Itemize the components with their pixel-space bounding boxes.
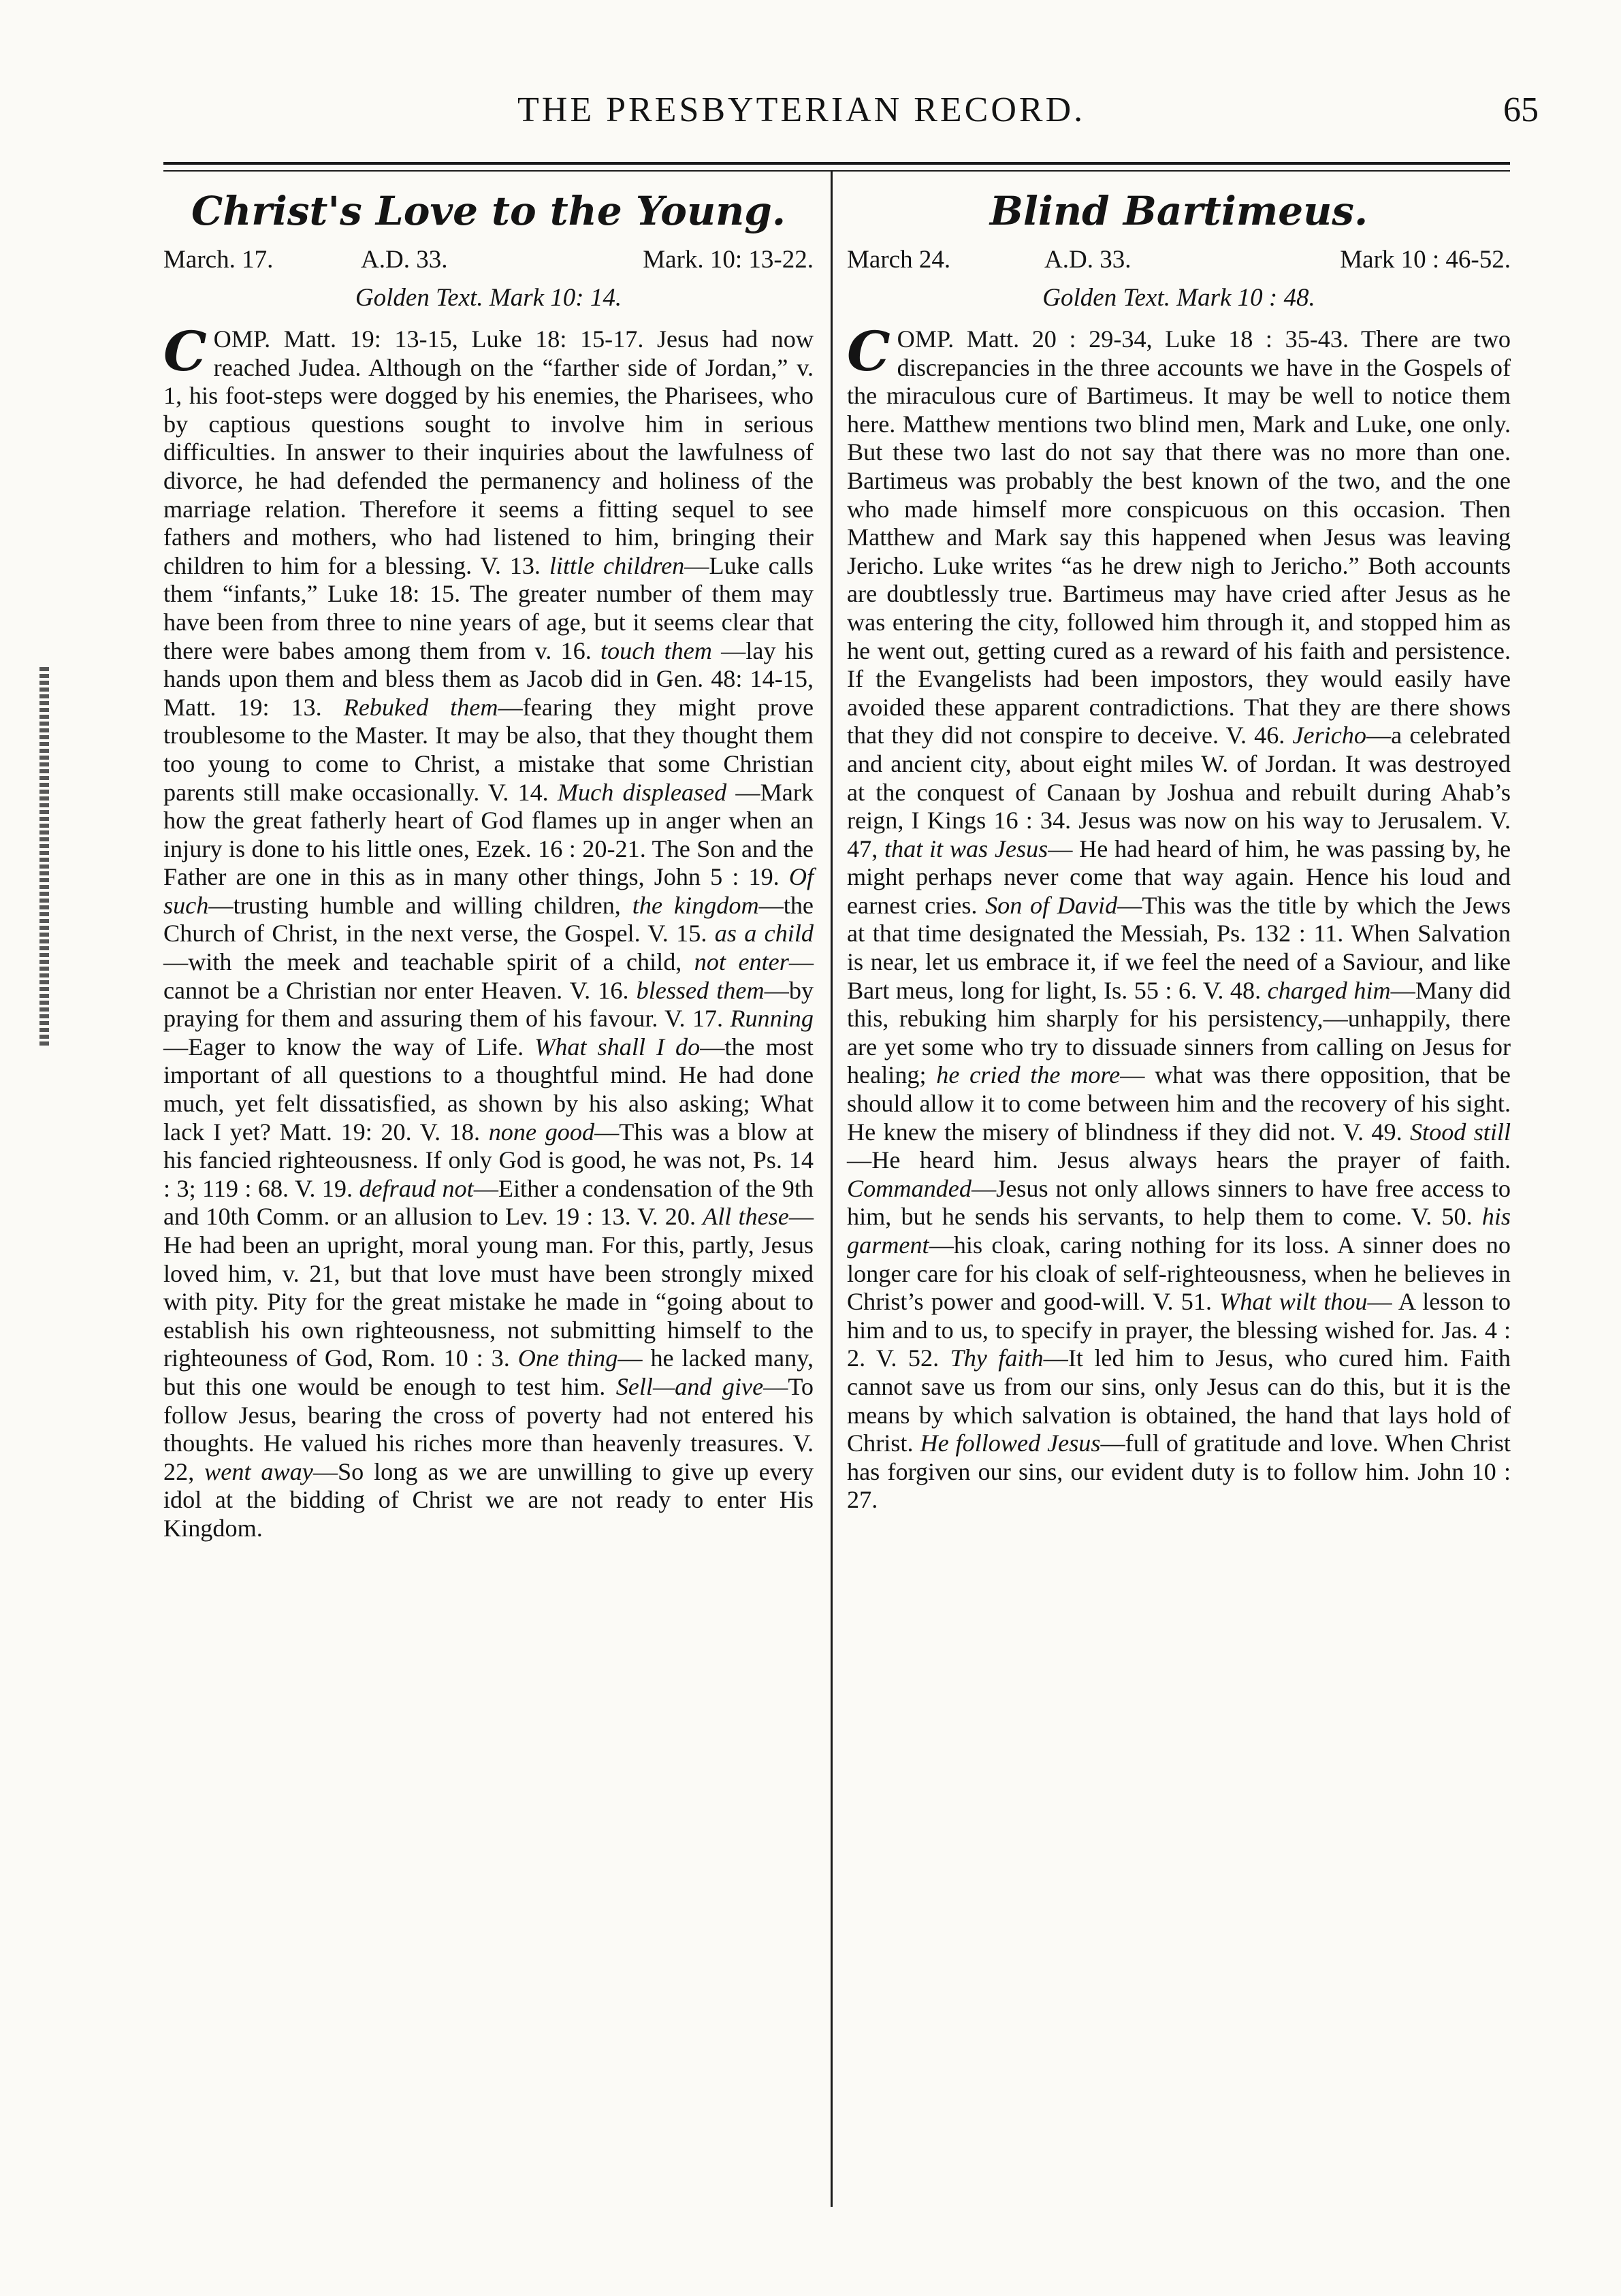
column-divider xyxy=(831,172,833,2207)
body-run: —Jesus not only allows sinners to have free access to him, but he sends his servants, to help them to come. V. 50. xyxy=(847,1174,1511,1231)
lesson-year: A.D. 33. xyxy=(1044,246,1132,274)
body-run: —Luke calls them “infants,” Luke 18: 15. The greater number of them may have been from three to nine years of age, but it seems clear that there were babes among them from v. 16. xyxy=(163,551,814,664)
header-rule-thick xyxy=(163,162,1510,165)
body-run: OMP. Matt. 20 : 29-34, Luke 18 : 35-43. There are two discrepancies in the three accounts we have in the Gospels of the miraculous cure of Bartimeus. It may be well to notice them here. Matthew mentions two blind men, Mark and Luke, one only. But these two last do not say that there was no more than one. Bartimeus was probably the best known of the two, and the one who made himself more conspicuous on this occasion. Then Matthew and Mark say this happened when Jesus was leaving Jericho. Luke writes “as he drew nigh to Jericho.” Both accounts are doubtlessly true. Bartimeus may have cried after Jesus as he was entering the city, followed him through it, and stopped him as he went out, getting cured as a reward of his faith and persistence. If the Evangelists had been impostors, they would easily have avoided these apparent contradictions. That they are there shows that they did not conspire to deceive. V. 46. xyxy=(847,325,1511,749)
italic-term: charged him xyxy=(1267,976,1391,1004)
italic-term: Much displeased xyxy=(557,778,727,806)
lesson-body xyxy=(847,319,1511,1515)
body-run: —lay his hands upon them and bless them as Jacob did in Gen. 48: 14-15, Matt. 19: 13. xyxy=(163,636,814,721)
body-run: —Either a condensation of the 9th and 10th Comm. or an allusion to Lev. 19 : 13. V. 20. xyxy=(163,1174,814,1231)
scripture-reference: Mark. 10: 13-22. xyxy=(643,246,814,274)
italic-term: All these xyxy=(703,1203,789,1231)
binding-mark xyxy=(39,667,49,1048)
italic-term: Son of David xyxy=(985,891,1118,919)
body-run: —full of gratitude and love. When Christ has forgiven our sins, our evident duty is to follow him. John 10 : 27. xyxy=(847,1429,1511,1514)
italic-term: defraud not xyxy=(359,1174,474,1202)
body-run: —Many did this, rebuking him sharply for his persistency,—unhappily, there are yet some who try to dissuade sinners from calling on Jesus for healing; xyxy=(847,976,1511,1089)
body-run: —He had been an upright, moral young man. For this, partly, Jesus loved him, v. 21, but that love must have been strongly mixed with pity. Pity for the great mistake he made in “going about to establish his own righteousness, not submitting himself to the righteouness of God, Rom. 10 : 3. xyxy=(163,1203,814,1372)
body-run: — what was there opposition, that be should allow it to come between him and the recovery of his sight. He knew the misery of blindness if they did not. V. 49. xyxy=(847,1061,1511,1146)
body-run: —fearing they might prove troublesome to the Master. It may be also, that they thought them too young to come to Christ, a mistake that some Christian parents still make occasionally. V. 14. xyxy=(163,693,814,806)
body-run: —To follow Jesus, bearing the cross of poverty had not entered his thoughts. He valued his riches more than heavenly treasures. V. 22, xyxy=(163,1372,814,1485)
lesson-title: Christ's Love to the Young. xyxy=(191,188,786,234)
italic-term: Rebuked them xyxy=(343,693,498,721)
body-run: —cannot be a Christian nor enter Heaven. V. 16. xyxy=(163,948,814,1004)
body-run: OMP. Matt. 19: 13-15, Luke 18: 15-17. Jesus had now reached Judea. Although on the “farther side of Jordan,” v. 1, his foot-steps were dogged by his enemies, the Pharisees, who by captious questions sought to involve him in serious difficulties. In answer to their inquiries about the lawfulness of divorce, he had defended the permanency and holiness of the marriage relation. Therefore it seems a fitting sequel to see fathers and mothers, who had listened to him, bringing their children to him for a blessing. V. 13. xyxy=(163,325,814,579)
italic-term: What wilt thou xyxy=(1219,1288,1368,1316)
lesson-title: Blind Bartimeus. xyxy=(989,188,1368,234)
body-run: —It led him to Jesus, who cured him. Faith cannot save us from our sins, only Jesus can do this, but it is the means by which salvation is obtained, the hand that lays hold of Christ. xyxy=(847,1344,1511,1457)
body-run: — He had heard of him, he was passing by, he might perhaps never come that way again. Hence his loud and earnest cries. xyxy=(847,835,1511,919)
lesson-date: March. 17. xyxy=(163,246,274,274)
italic-term: his garment xyxy=(847,1203,1511,1259)
body-run: —Eager to know the way of Life. xyxy=(163,1033,535,1061)
italic-term: Of such xyxy=(163,863,814,919)
italic-term: Running xyxy=(730,1005,814,1033)
lesson-date: March 24. xyxy=(847,246,951,274)
body-run: — A lesson to him and to us, to specify in prayer, the blessing wished for. Jas. 4 : 2. V. 52. xyxy=(847,1288,1511,1372)
body-run: —trusting humble and willing children, xyxy=(208,891,632,919)
body-run: —This was the title by which the Jews at that time designated the Messiah, Ps. 132 : 11. When Salvation is near, let us embrace it, if we feel the need of a Saviour, and like Bart meus, long for light, Is. 55 : 6. V. 48. xyxy=(847,891,1511,1004)
italic-term: He followed Jesus xyxy=(920,1429,1101,1457)
italic-term: blessed them xyxy=(636,976,765,1004)
italic-term: Commanded xyxy=(847,1174,972,1202)
italic-term: Jericho xyxy=(1292,722,1366,749)
drop-cap: C xyxy=(847,319,890,383)
italic-term: the kingdom xyxy=(632,891,759,919)
body-run: —This was a blow at his fancied righteousness. If only God is good, he was not, Ps. 14 : 3; 119 : 68. V. 19. xyxy=(163,1118,814,1202)
italic-term: touch them xyxy=(600,636,712,664)
body-run: —a celebrated and ancient city, about eight miles W. of Jordan. It was destroyed at the conquest of Canaan by Joshua and rebuilt during Ahab’s reign, I Kings 16 : 34. Jesus was now on his way to Jerusalem. V. 47, xyxy=(847,722,1511,862)
lesson-meta xyxy=(847,245,1511,280)
lesson-year: A.D. 33. xyxy=(361,246,448,274)
italic-term: as a child xyxy=(714,920,814,948)
running-head xyxy=(0,80,1621,142)
italic-term: What shall I do xyxy=(534,1033,701,1061)
page-number: 65 xyxy=(1503,91,1539,129)
golden-text: Golden Text. Mark 10: 14. xyxy=(355,284,622,312)
lesson-meta xyxy=(163,245,814,280)
lesson-column-left xyxy=(163,177,814,1543)
body-run: —with the meek and teachable spirit of a child, xyxy=(163,948,694,976)
body-run: —the Church of Christ, in the next verse, the Gospel. V. 15. xyxy=(163,891,814,948)
body-run: —by praying for them and assuring them of his favour. V. 17. xyxy=(163,976,814,1033)
italic-term: Stood still xyxy=(1409,1118,1511,1146)
body-run: — he lacked many, but this one would be enough to test him. xyxy=(163,1344,814,1400)
running-title: THE PRESBYTERIAN RECORD. xyxy=(517,91,1086,129)
lesson-body xyxy=(163,319,814,1543)
body-run: —So long as we are unwilling to give up every idol at the bidding of Christ we are not ready to enter His Kingdom. xyxy=(163,1457,814,1542)
body-run: —He heard him. Jesus always hears the prayer of faith. xyxy=(847,1146,1511,1174)
italic-term: Thy faith xyxy=(950,1344,1044,1372)
italic-term: Sell—and give xyxy=(615,1372,764,1400)
scripture-reference: Mark 10 : 46-52. xyxy=(1340,246,1511,274)
body-run: —his cloak, caring nothing for its loss. A sinner does no longer care for his cloak of self-righteousness, when he believes in Christ’s power and good-will. V. 51. xyxy=(847,1231,1511,1316)
italic-term: One thing xyxy=(517,1344,618,1372)
italic-term: that it was Jesus xyxy=(884,835,1048,862)
lesson-column-right xyxy=(847,177,1511,1515)
body-run: —Mark how the great fatherly heart of God flames up in anger when an injury is done to his little ones, Ezek. 16 : 20-21. The Son and the Father are one in this as in many other things, John 5 : 19. xyxy=(163,778,814,891)
golden-text: Golden Text. Mark 10 : 48. xyxy=(1042,284,1315,312)
italic-term: little children xyxy=(549,551,685,579)
body-run: —the most important of all questions to a thoughtful mind. He had done much, yet felt dissatisfied, as shown by his also asking; What lack I yet? Matt. 19: 20. V. 18. xyxy=(163,1033,814,1146)
italic-term: none good xyxy=(488,1118,595,1146)
header-rule-thin xyxy=(163,170,1510,172)
drop-cap: C xyxy=(163,319,207,383)
italic-term: went away xyxy=(204,1457,313,1485)
italic-term: he cried the more xyxy=(936,1061,1121,1089)
italic-term: not enter xyxy=(694,948,789,976)
